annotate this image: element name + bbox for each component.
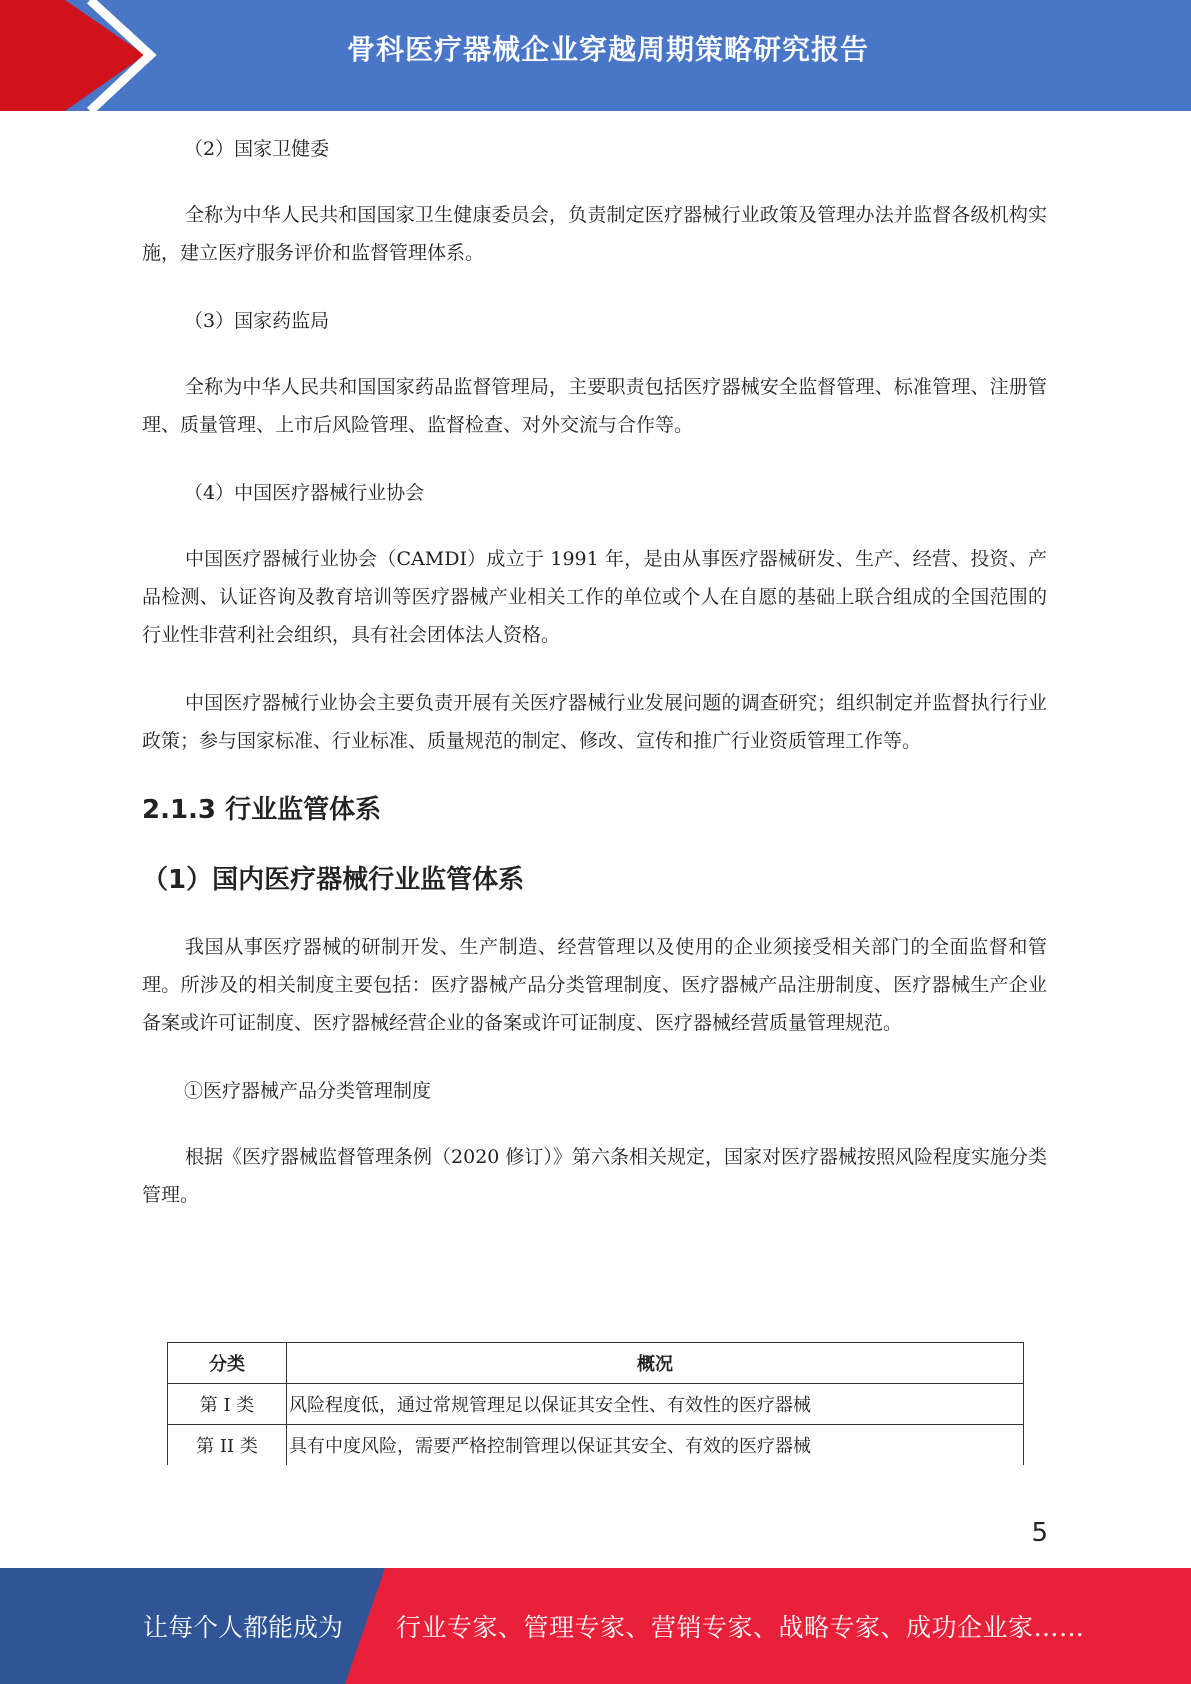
item-4-paragraph-1: 中国医疗器械行业协会（CAMDI）成立于 1991 年，是由从事医疗器械研发、生产、经营、投资、产品检测、认证咨询及教育培训等医疗器械产业相关工作的单位或个人在自愿的基础上联合组成的全国范围的行业性非营利社会组织，具有社会团体法人资格。 [142,548,1047,646]
table-row [168,1384,1024,1425]
item-4-paragraph-2: 中国医疗器械行业协会主要负责开展有关医疗器械行业发展问题的调查研究；组织制定并监督执行行业政策；参与国家标准、行业标准、质量规范的制定、修改、宣传和推广行业资质管理工作等。 [142,692,1047,752]
table-row [168,1425,1024,1466]
table-cell-category: 第 I 类 [168,1384,287,1425]
item-2-paragraph: 全称为中华人民共和国国家卫生健康委员会，负责制定医疗器械行业政策及管理办法并监督各级机构实施，建立医疗服务评价和监督管理体系。 [142,204,1047,264]
item-3-title: （3）国家药监局 [184,310,330,332]
classification-paragraph: 根据《医疗器械监督管理条例（2020 修订）》第六条相关规定，国家对医疗器械按照风险程度实施分类管理。 [142,1146,1047,1206]
table-cell-overview: 风险程度低，通过常规管理足以保证其安全性、有效性的医疗器械 [287,1384,1024,1425]
table-cell-overview: 具有中度风险，需要严格控制管理以保证其安全、有效的医疗器械 [287,1425,1024,1466]
footer-slogan-right: 行业专家、管理专家、营销专家、战略专家、成功企业家…… [396,1613,1085,1642]
table-cell-category: 第 II 类 [168,1425,287,1466]
page-footer [0,1568,1191,1684]
page-number: 5 [1031,1518,1048,1548]
page-header [0,0,1191,111]
item-4-title: （4）中国医疗器械行业协会 [184,482,425,504]
domestic-regulation-paragraph: 我国从事医疗器械的研制开发、生产制造、经营管理以及使用的企业须接受相关部门的全面监督和管理。所涉及的相关制度主要包括：医疗器械产品分类管理制度、医疗器械产品注册制度、医疗器械生产企业备案或许可证制度、医疗器械经营企业的备案或许可证制度、医疗器械经营质量管理规范。 [142,936,1047,1034]
section-heading: 2.1.3 行业监管体系 [142,795,382,825]
document-body [142,130,1047,1244]
classification-table [167,1342,1024,1465]
table-header-row [168,1343,1024,1384]
table-header-overview: 概况 [287,1343,1024,1384]
footer-slogan-left: 让每个人都能成为 [143,1613,344,1642]
subsection-heading: （1）国内医疗器械行业监管体系 [142,865,525,895]
report-title: 骨科医疗器械企业穿越周期策略研究报告 [346,33,869,66]
classification-system-title: ①医疗器械产品分类管理制度 [184,1080,432,1102]
table-header-category: 分类 [168,1343,287,1384]
item-3-paragraph: 全称为中华人民共和国国家药品监督管理局，主要职责包括医疗器械安全监督管理、标准管理、注册管理、质量管理、上市后风险管理、监督检查、对外交流与合作等。 [142,376,1047,436]
item-2-title: （2）国家卫健委 [184,138,330,160]
